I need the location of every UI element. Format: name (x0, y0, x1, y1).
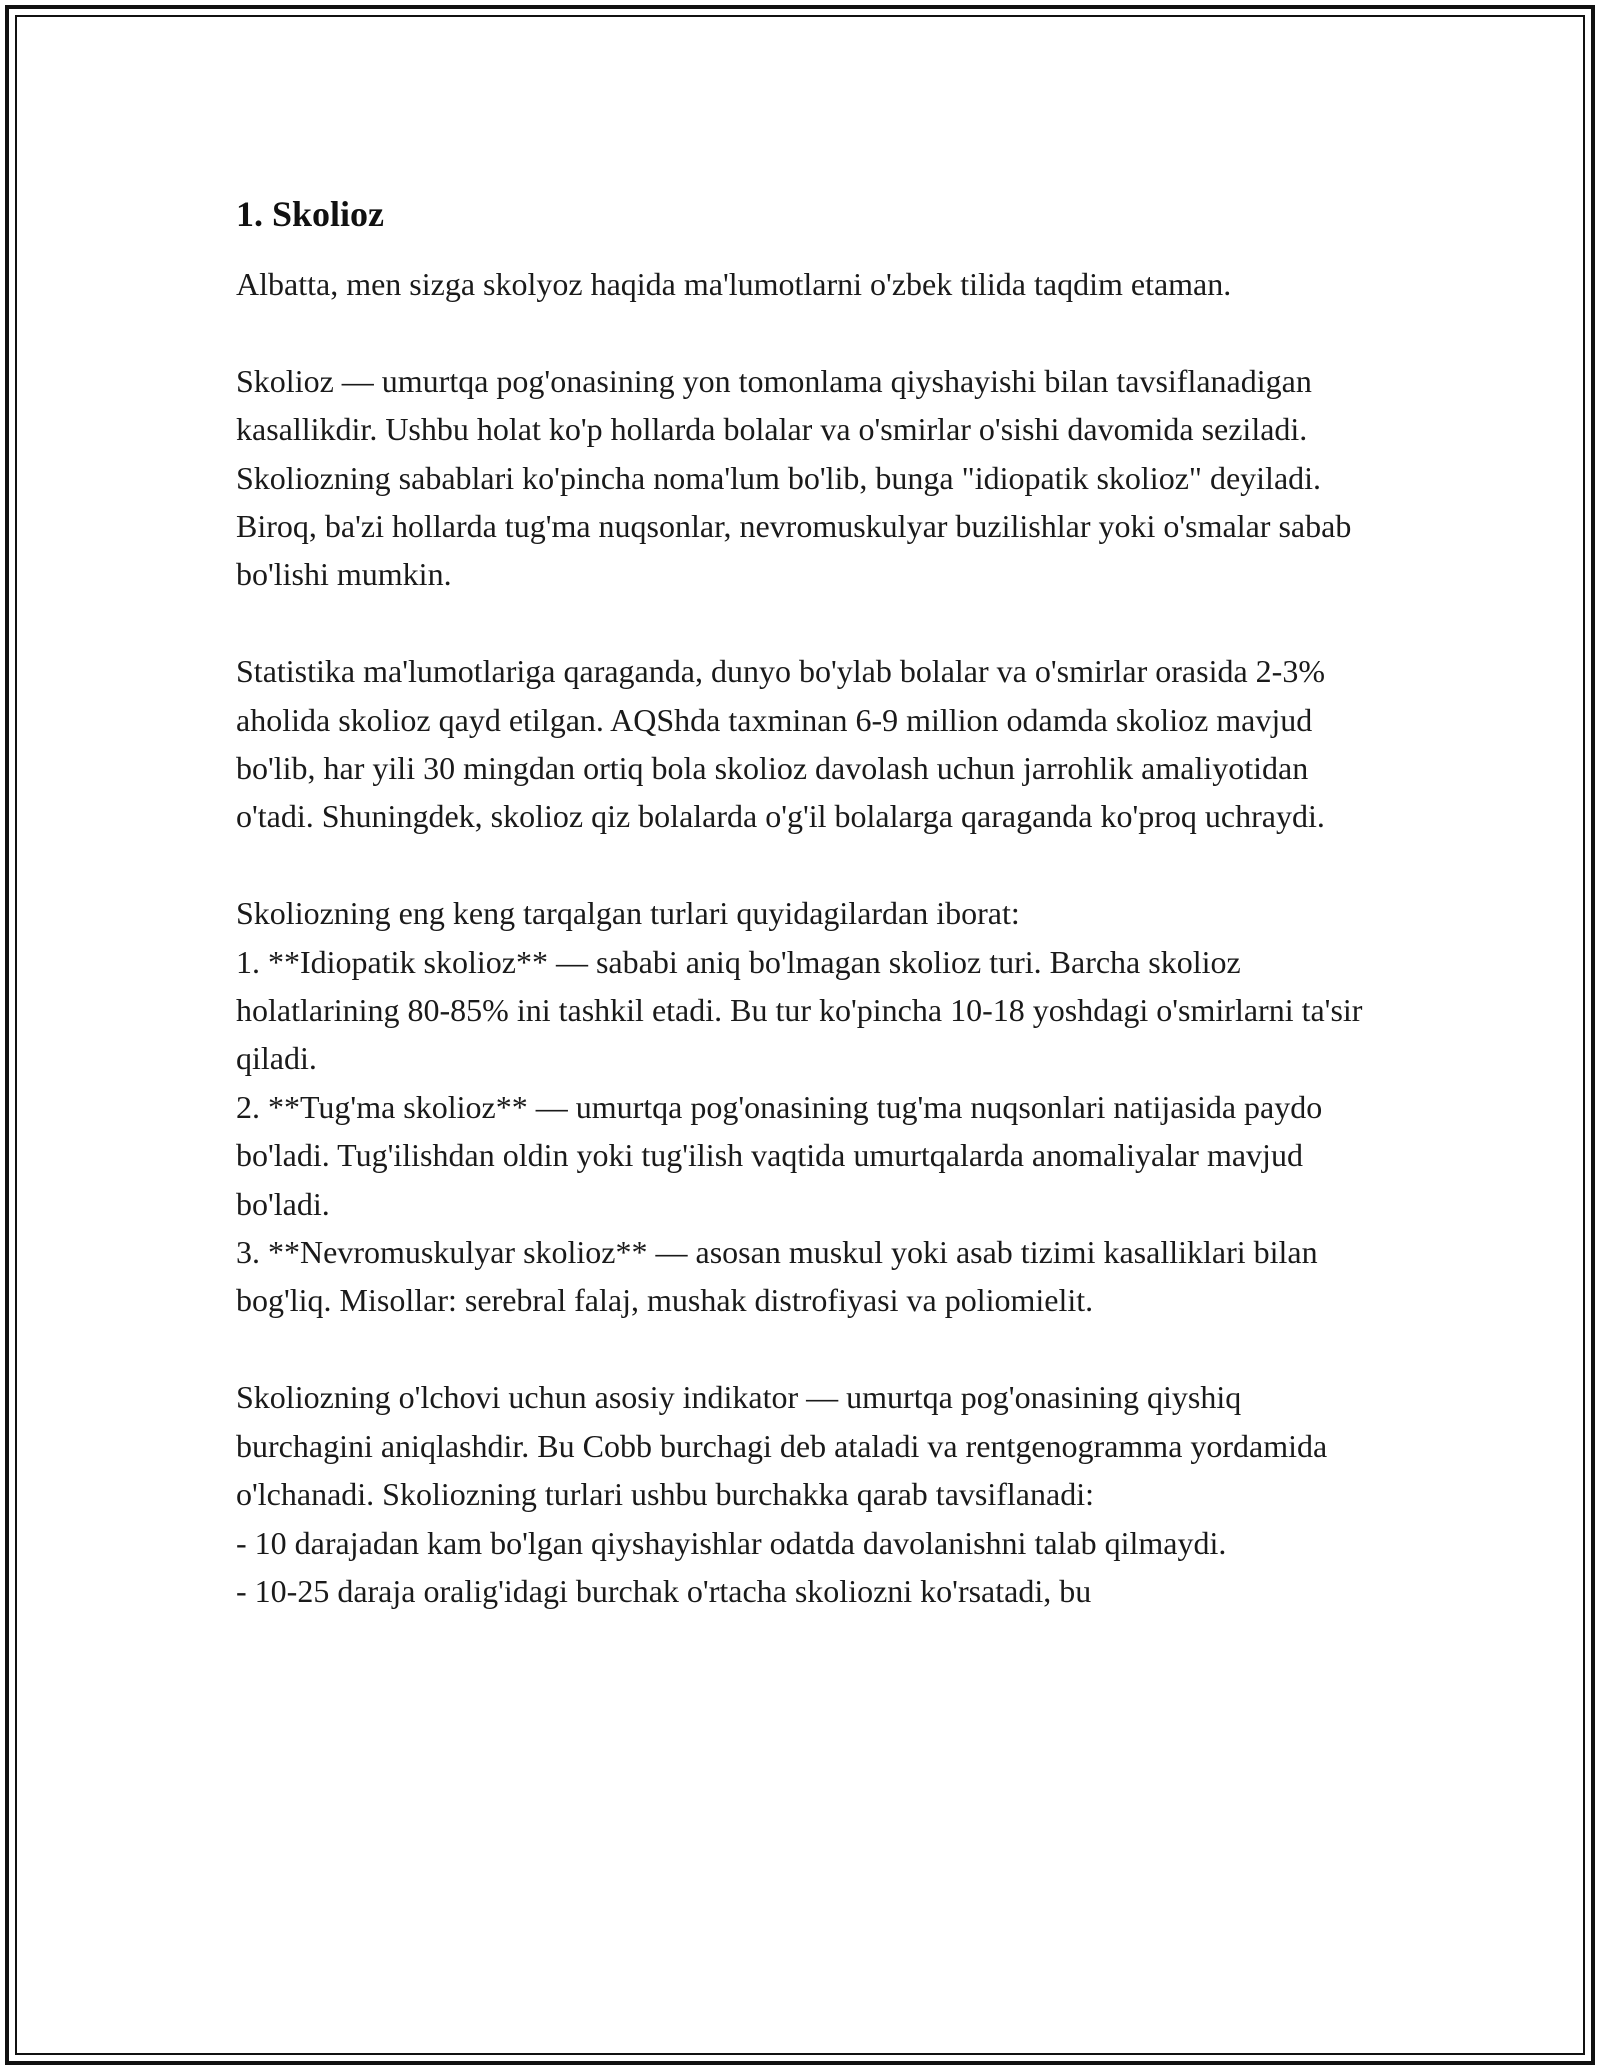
paragraph-spacer (236, 308, 1366, 356)
paragraph-intro: Albatta, men sizga skolyoz haqida ma'lumotlarni o'zbek tilida taqdim etaman. (236, 266, 1232, 302)
paragraph-spacer (236, 1325, 1366, 1373)
paragraph-spacer (236, 841, 1366, 889)
paragraph-measurement: Skoliozning o'lchovi uchun asosiy indikator — umurtqa pog'onasining qiyshiq burchagini aniqlashdir. Bu Cobb burchagi deb ataladi va rentgenogramma yordamida o'lchanadi. Skoliozning turlari ushbu burchakka qarab tavsiflanadi: - 10 darajadan kam bo'lgan qiyshayishlar odatda davolanishni talab qilmaydi. - 10-25 daraja oralig'idagi burchak o'rtacha skoliozni ko'rsatadi, bu (236, 1379, 1328, 1609)
document-body (236, 190, 1366, 1615)
paragraph-types-list: Skoliozning eng keng tarqalgan turlari quyidagilardan iborat: 1. **Idiopatik skolioz** — sababi aniq bo'lmagan skolioz turi. Barcha skolioz holatlarining 80-85% ini tashkil etadi. Bu tur ko'pincha 10-18 yoshdagi o'smirlarni ta'sir qiladi. 2. **Tug'ma skolioz** — umurtqa pog'onasining tug'ma nuqsonlari natijasida paydo bo'ladi. Tug'ilishdan oldin yoki tug'ilish vaqtida umurtqalarda anomaliyalar mavjud bo'ladi. 3. **Nevromuskulyar skolioz** — asosan muskul yoki asab tizimi kasalliklari bilan bog'liq. Misollar: serebral falaj, mushak distrofiyasi va poliomielit. (236, 895, 1363, 1319)
paragraph-statistics: Statistika ma'lumotlariga qaraganda, dunyo bo'ylab bolalar va o'smirlar orasida 2-3% aholida skolioz qayd etilgan. AQShda taxminan 6-9 million odamda skolioz mavjud bo'lib, har yili 30 mingdan ortiq bola skolioz davolash uchun jarrohlik amaliyotidan o'tadi. Shuningdek, skolioz qiz bolalarda o'g'il bolalarga qaraganda ko'proq uchraydi. (236, 653, 1333, 835)
paragraph-definition: Skolioz — umurtqa pog'onasining yon tomonlama qiyshayishi bilan tavsiflanadigan kasallikdir. Ushbu holat ko'p hollarda bolalar va o'smirlar o'sishi davomida seziladi. Skoliozning sabablari ko'pincha noma'lum bo'lib, bunga "idiopatik skolioz" deyiladi. Biroq, ba'zi hollarda tug'ma nuqsonlar, nevromuskulyar buzilishlar yoki o'smalar sabab bo'lishi mumkin. (236, 362, 1360, 593)
section-heading: 1. Skolioz (236, 194, 385, 234)
paragraph-spacer (236, 599, 1366, 647)
